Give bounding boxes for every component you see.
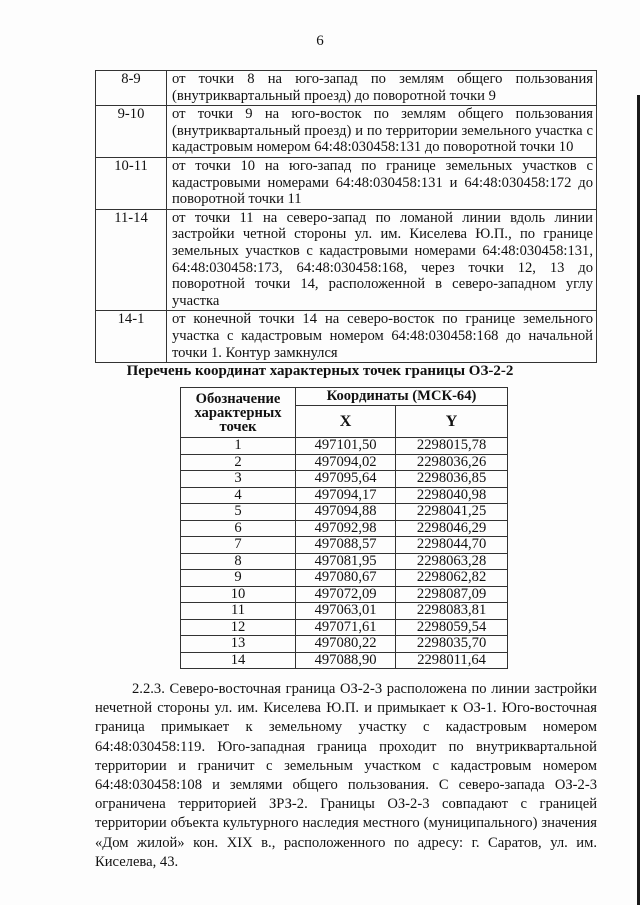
x-cell: 497063,01: [296, 603, 396, 620]
y-cell: 2298046,29: [396, 520, 508, 537]
point-cell: 7: [181, 537, 296, 554]
point-cell: 11: [181, 603, 296, 620]
segment-cell: 14-1: [96, 311, 167, 363]
point-label-header: Обозначение характерных точек: [181, 388, 296, 438]
table-row: [181, 619, 508, 636]
y-cell: 2298087,09: [396, 586, 508, 603]
page-number: 6: [316, 33, 324, 49]
table-row: [181, 454, 508, 471]
table-row: [181, 652, 508, 669]
table-row: [181, 537, 508, 554]
point-cell: 9: [181, 570, 296, 587]
y-cell: 2298040,98: [396, 487, 508, 504]
y-cell: 2298062,82: [396, 570, 508, 587]
coordinates-table: [180, 387, 508, 669]
table-row: [181, 586, 508, 603]
table-row: [96, 71, 597, 106]
table-row: [181, 487, 508, 504]
description-cell: от конечной точки 14 на северо-восток по границе земельного участка с кадастровым номером 64:48:030458:168 до начальной точки 1. Контур замкнулся: [167, 311, 597, 363]
section-2-2-3-paragraph: 2.2.3. Северо-восточная граница ОЗ-2-3 расположена по линии застройки нечетной стороны ул. им. Киселева Ю.П. и примыкает к ОЗ-1. Юго-восточная граница примыкает к земельному участку с кадастровым номером 64:48:030458:119. Юго-западная граница проходит по внутриквартальной территории и граничит с земельным участком с кадастровым номером 64:48:030458:108 и землями общего пользования. С северо-запада ОЗ-2-3 ограничена территорией ЗРЗ-2. Границы ОЗ-2-3 совпадают с границей территории объекта культурного наследия местного (муниципального) значения «Дом жилой» кон. XIX в., расположенного по адресу: г. Саратов, ул. им. Киселева, 43.: [95, 681, 597, 870]
x-cell: 497080,67: [296, 570, 396, 587]
y-cell: 2298036,85: [396, 471, 508, 488]
boundary-route-table: [95, 70, 597, 363]
y-cell: 2298083,81: [396, 603, 508, 620]
description-cell: от точки 9 на юго-восток по землям общего пользования (внутриквартальный проезд) и по территории земельного участка с кадастровым номером 64:48:030458:131 до поворотной точки 10: [167, 106, 597, 158]
y-cell: 2298063,28: [396, 553, 508, 570]
table-row: [181, 636, 508, 653]
x-header: X: [296, 406, 396, 438]
x-cell: 497092,98: [296, 520, 396, 537]
table-row: [181, 570, 508, 587]
x-cell: 497101,50: [296, 438, 396, 455]
description-cell: от точки 8 на юго-запад по землям общего пользования (внутриквартальный проезд) до поворотной точки 9: [167, 71, 597, 106]
y-cell: 2298011,64: [396, 652, 508, 669]
table-row: [181, 553, 508, 570]
table-row: [96, 106, 597, 158]
table-row: [96, 157, 597, 209]
segment-cell: 9-10: [96, 106, 167, 158]
x-cell: 497088,57: [296, 537, 396, 554]
point-cell: 4: [181, 487, 296, 504]
point-cell: 8: [181, 553, 296, 570]
x-cell: 497094,02: [296, 454, 396, 471]
x-cell: 497094,17: [296, 487, 396, 504]
segment-cell: 10-11: [96, 157, 167, 209]
y-cell: 2298035,70: [396, 636, 508, 653]
point-cell: 14: [181, 652, 296, 669]
point-cell: 3: [181, 471, 296, 488]
x-cell: 497080,22: [296, 636, 396, 653]
y-cell: 2298041,25: [396, 504, 508, 521]
x-cell: 497072,09: [296, 586, 396, 603]
table-row: [181, 603, 508, 620]
point-cell: 5: [181, 504, 296, 521]
table-row: [181, 471, 508, 488]
point-cell: 13: [181, 636, 296, 653]
x-cell: 497071,61: [296, 619, 396, 636]
segment-cell: 11-14: [96, 209, 167, 311]
y-cell: 2298044,70: [396, 537, 508, 554]
point-cell: 10: [181, 586, 296, 603]
table-row: [181, 438, 508, 455]
description-cell: от точки 10 на юго-запад по границе земельных участков с кадастровыми номерами 64:48:030458:131 и 64:48:030458:172 до поворотной точки 11: [167, 157, 597, 209]
x-cell: 497095,64: [296, 471, 396, 488]
y-cell: 2298059,54: [396, 619, 508, 636]
table-row: [96, 311, 597, 363]
x-cell: 497081,95: [296, 553, 396, 570]
point-cell: 6: [181, 520, 296, 537]
coordinates-table-title: Перечень координат характерных точек границы ОЗ-2-2: [126, 363, 514, 379]
x-cell: 497088,90: [296, 652, 396, 669]
table-row: [181, 504, 508, 521]
y-cell: 2298015,78: [396, 438, 508, 455]
y-cell: 2298036,26: [396, 454, 508, 471]
point-cell: 1: [181, 438, 296, 455]
description-cell: от точки 11 на северо-запад по ломаной линии вдоль линии застройки четной стороны ул. им. Киселева Ю.П., по границе земельных участков с кадастровыми номерами 64:48:030458:131, 64:48:030458:173, 64:48:030458:168, через точки 12, 13 до поворотной точки 14, расположенной в северо-западном углу участка: [167, 209, 597, 311]
y-header: Y: [396, 406, 508, 438]
segment-cell: 8-9: [96, 71, 167, 106]
point-cell: 2: [181, 454, 296, 471]
coordinates-group-header: Координаты (МСК-64): [296, 388, 508, 406]
x-cell: 497094,88: [296, 504, 396, 521]
point-cell: 12: [181, 619, 296, 636]
table-row: [181, 520, 508, 537]
table-row: [96, 209, 597, 311]
